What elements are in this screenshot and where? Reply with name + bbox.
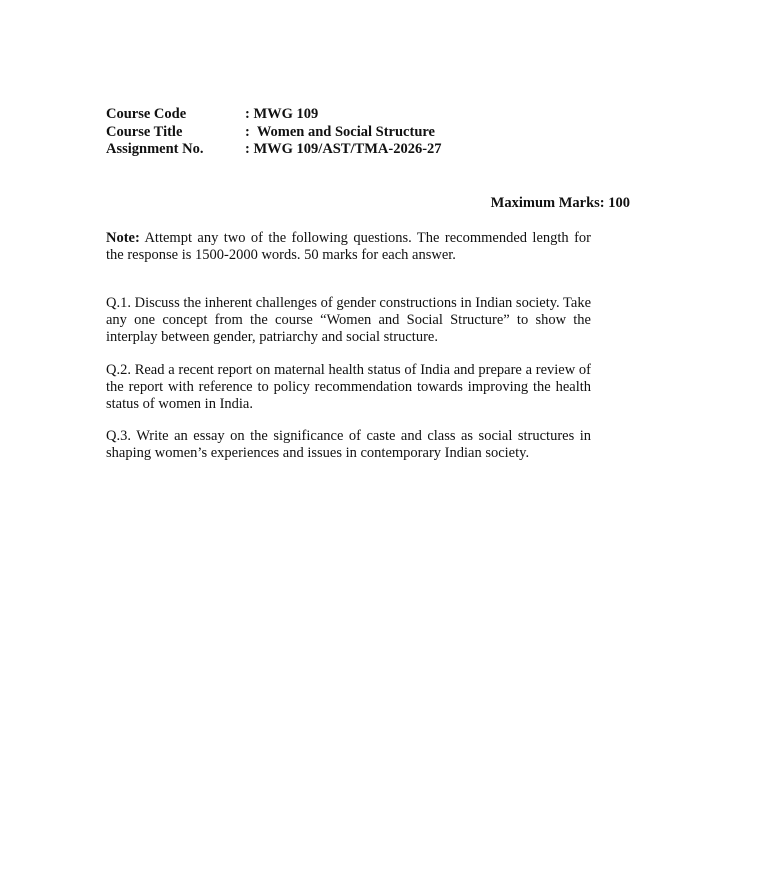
- note-paragraph: [106, 230, 591, 264]
- question-1: Q.1. Discuss the inherent challenges of gender constructions in Indian society. Take any one concept from the course “Women and Social Structure” to show the interplay between gender, patriarchy and social structure.: [106, 295, 592, 345]
- assignment-number-row: [106, 141, 442, 159]
- course-title-label: Course Title: [106, 123, 183, 140]
- course-info: [106, 106, 442, 159]
- course-title-row: [106, 124, 442, 142]
- question-2: Q.2. Read a recent report on maternal health status of India and prepare a review of the report with reference to policy recommendation towards improving the health status of women in India.: [106, 362, 591, 412]
- note-label: Note:: [106, 230, 140, 246]
- question-3: Q.3. Write an essay on the significance of caste and class as social structures in shaping women’s experiences and issues in contemporary Indian society.: [106, 428, 591, 461]
- note-text: Attempt any two of the following questions. The recommended length for the response is 1500-2000 words. 50 marks for each answer.: [106, 230, 591, 263]
- maximum-marks: Maximum Marks: 100: [490, 195, 630, 211]
- assignment-number-value: : MWG 109/AST/TMA-2026-27: [245, 141, 442, 157]
- course-code-label: Course Code: [106, 106, 187, 122]
- course-code-value: : MWG 109: [245, 106, 319, 122]
- assignment-number-label: Assignment No.: [106, 141, 204, 157]
- course-code-row: [106, 106, 442, 124]
- course-title-value: : Women and Social Structure: [245, 123, 435, 140]
